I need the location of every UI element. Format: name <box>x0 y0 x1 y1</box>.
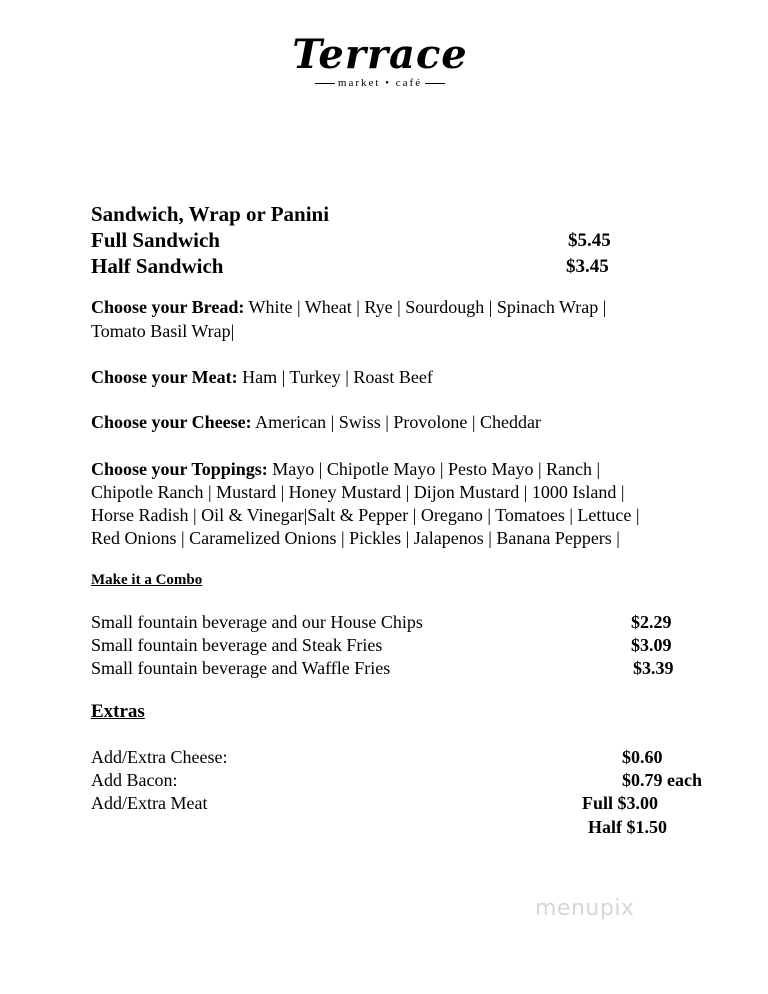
logo-rule-left <box>315 83 335 84</box>
cheese-options: American | Swiss | Provolone | Cheddar <box>251 412 541 432</box>
extra-cheese-price: $0.60 <box>622 747 663 767</box>
meat-options: Ham | Turkey | Roast Beef <box>237 367 433 387</box>
combo-item-3-price: $3.39 <box>633 658 674 678</box>
extra-meat-half-price: Half $1.50 <box>588 817 667 837</box>
bread-options-1: White | Wheat | Rye | Sourdough | Spinach Wrap | <box>244 297 607 317</box>
cheese-label: Choose your Cheese: <box>91 412 252 432</box>
sandwich-title: Sandwich, Wrap or Panini <box>91 202 330 226</box>
logo-tagline-row <box>280 76 480 90</box>
meat-label: Choose your Meat: <box>91 367 238 387</box>
toppings-options-2: Chipotle Ranch | Mustard | Honey Mustard | Dijon Mustard | 1000 Island | <box>91 482 625 502</box>
cafe-logo <box>280 32 480 98</box>
cheese-line <box>91 411 541 434</box>
extra-meat-full-price: Full $3.00 <box>582 793 659 813</box>
extra-meat-label: Add/Extra Meat <box>91 793 208 813</box>
toppings-options-4: Red Onions | Caramelized Onions | Pickles | Jalapenos | Banana Peppers | <box>91 528 620 548</box>
full-sandwich-label: Full Sandwich <box>91 228 220 252</box>
full-sandwich-price: $5.45 <box>568 230 611 251</box>
combo-item-2-label: Small fountain beverage and Steak Fries <box>91 635 383 655</box>
meat-line <box>91 366 433 389</box>
bread-label: Choose your Bread: <box>91 297 245 317</box>
bread-line-1 <box>91 296 606 319</box>
combo-item-1-label: Small fountain beverage and our House Chips <box>91 612 423 632</box>
menupix-watermark: menupix <box>535 896 635 921</box>
toppings-options-1: Mayo | Chipotle Mayo | Pesto Mayo | Ranch | <box>267 459 601 479</box>
combo-title: Make it a Combo <box>91 572 203 588</box>
toppings-line-1 <box>91 458 600 481</box>
half-sandwich-price: $3.45 <box>566 256 609 277</box>
logo-tagline: market • café <box>337 77 423 89</box>
half-sandwich-label: Half Sandwich <box>91 254 224 278</box>
extras-title: Extras <box>91 701 145 722</box>
add-bacon-label: Add Bacon: <box>91 770 178 790</box>
combo-item-3-label: Small fountain beverage and Waffle Fries <box>91 658 391 678</box>
toppings-options-3: Horse Radish | Oil & Vinegar|Salt & Pepper | Oregano | Tomatoes | Lettuce | <box>91 505 640 525</box>
toppings-label: Choose your Toppings: <box>91 459 268 479</box>
logo-rule-right <box>425 83 445 84</box>
bread-options-2: Tomato Basil Wrap| <box>91 321 235 341</box>
add-bacon-price: $0.79 each <box>622 770 702 790</box>
extra-cheese-label: Add/Extra Cheese: <box>91 747 228 767</box>
combo-item-1-price: $2.29 <box>631 612 672 632</box>
combo-item-2-price: $3.09 <box>631 635 672 655</box>
logo-name: Terrace <box>292 31 468 78</box>
